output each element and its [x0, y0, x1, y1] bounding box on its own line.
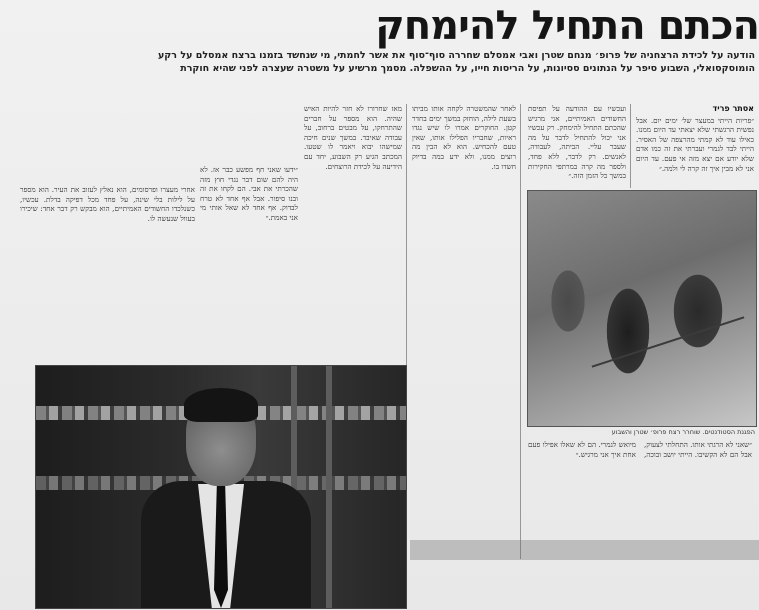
person-hair: [184, 388, 258, 422]
column-1-text: ״פריות הייתי במעצר של׳ ימים יום. אבל נפשית הרגשתי שלא יצאתי עד היום ממנו. כאילו עוד לא קמתי מהרצפה של האסיר. הייתי לבד לגמרי ועברתי את זה כמו אדם שלא יודע אם יצא מזה אי פעם. עד היום אני לא מבין איך זה קרה לי ולמה.״: [636, 115, 754, 173]
column-3-text: לאחר שהמשטרה לקחה אותו מביתו בשעת לילה, הוחזק במשך ימים בחדר קטן. החוקרים אמרו לו שיש נגדו ראיות, שחבריו הפלילו אותו, שאין טעם להכחיש. הוא לא הבין מה רוצים ממנו, ולא ידע במה בדיוק חשדו בו.: [412, 104, 516, 171]
article-deck: הודעה על לכידת הרצחניה של פרופ׳ מנחם שטרן ואבי אמסלם שחררה סוף־סוף את אשר לחמתי, מי שנחשד בזמנו ברצח אמסלם על רקע הומוסקסואלי, השבוע סיפר על הנתונים ססיונות, על הריסות חייו, על ההשפלה. מסמך מרשיע על משטרה שעצרה לפני שהיא חוקרת: [157, 50, 755, 74]
column-4: [304, 104, 402, 244]
article-byline: אסתר פריד: [712, 104, 754, 113]
column-2-text: ועכשיו עם ההודעה על תפיסת החשודים האמיתיים, אני מרגיש שהכתם התחיל להימחק. רק עכשיו אני יכול להתחיל לדבר על מה שעבר עליי. הביתה, לעבודה, לאנשים. רק לדבר, ללא פחד, ולספר מה קרה במרתפי החקירות במשך כל הזמן הזה.״: [528, 104, 626, 181]
protest-photo: [527, 190, 757, 427]
bottom-columns-text: ״שאני לא הרגתי אותו. התחלתי לצעוק, אבל הם לא הקשיבו. הייתי יושב ובוכה, מיואש לגמרי. הם לא שאלו אפילו פעם אחת איך אני מרגיש.״: [528, 440, 752, 459]
column-6: [20, 185, 195, 361]
column-rule: [630, 104, 631, 188]
photo-caption: הפגנת הסטודנטים. שוחרר רצח פרופ׳ שטרן והשבוע: [611, 428, 755, 436]
article-headline: הכתם התחיל להימחק: [375, 3, 759, 49]
photo-crack: [592, 316, 745, 367]
bottom-columns: [412, 440, 752, 605]
portrait-photo: [35, 365, 407, 609]
column-6-text: אחרי מעצרו ופרסומים, הוא נאלץ לעזוב את העיר. הוא מספר על לילות בלי שינה, על פחד מכל דפיקה בדלת. עכשיו, כשנלכדו החשודים האמיתיים, הוא מבקש רק דבר אחד: שיכירו בעוול שנעשה לו.: [20, 185, 195, 223]
column-2: [528, 104, 626, 188]
column-5-text: ״ידעו שאני חף מפשע כבר אז. לא היה להם שום דבר נגדי חוץ מזה שהכרתי את אבי. הם לקחו את זה ובנו סיפור. אבל אף אחד לא טרח לבדוק. אף אחד לא שאל אותי מי אני באמת.״: [200, 165, 298, 222]
column-4-text: מאז שחרורו לא חזר להיות האיש שהיה. הוא מספר על חברים שהתרחקו, על מבטים ברחוב, על עבודה שאיבד. במשך שנים חיכה שמישהו יבוא ויאמר לו שטעו. המכתב הגיע רק השבוע, יחד עם הידיעה על לכידת הרוצחים.: [304, 104, 402, 171]
column-5: [200, 165, 298, 361]
column-1: [636, 104, 754, 188]
photo-strip: [326, 366, 332, 608]
